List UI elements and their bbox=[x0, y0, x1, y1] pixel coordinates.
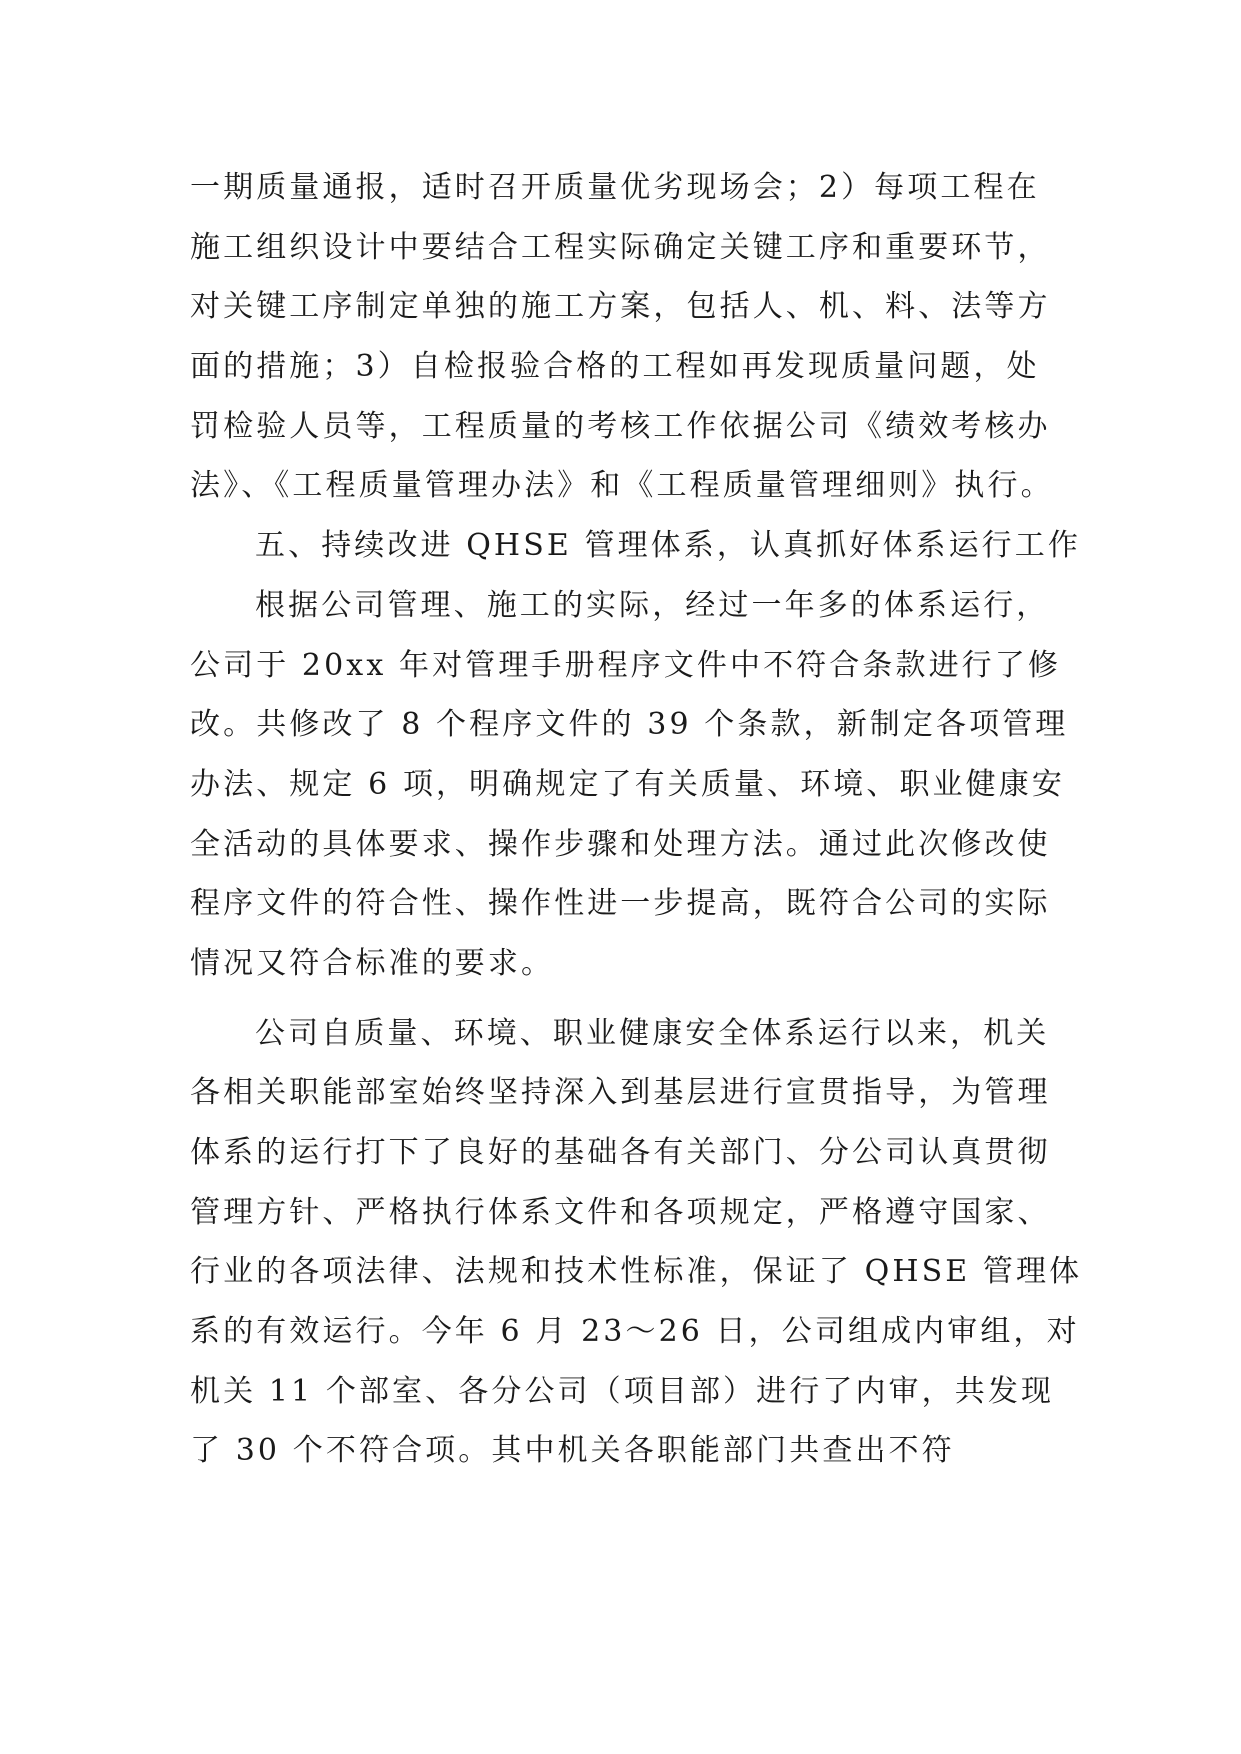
text-line: 行业的各项法律、法规和技术性标准，保证了 QHSE 管理体 bbox=[190, 1254, 1083, 1290]
text-line: 情况又符合标准的要求。 bbox=[190, 945, 555, 981]
text-line: 对关键工序制定单独的施工方案，包括人、机、料、法等方 bbox=[190, 289, 1051, 325]
text-line: 体系的运行打下了良好的基础各有关部门、分公司认真贯彻 bbox=[190, 1135, 1051, 1170]
text-line: 办法、规定 6 项，明确规定了有关质量、环境、职业健康安 bbox=[190, 766, 1065, 802]
text-line: 罚检验人员等，工程质量的考核工作依据公司《绩效考核办 bbox=[190, 408, 1051, 444]
paragraph-first-line: 公司自质量、环境、职业健康安全体系运行以来，机关 bbox=[255, 1015, 1050, 1051]
text-line: 管理方针、严格执行体系文件和各项规定，严格遵守国家、 bbox=[190, 1194, 1051, 1230]
text-line: 改。共修改了 8 个程序文件的 39 个条款，新制定各项管理 bbox=[190, 707, 1069, 743]
document-body bbox=[190, 158, 1083, 1481]
text-line: 公司于 20xx 年对管理手册程序文件中不符合条款进行了修 bbox=[190, 647, 1061, 683]
text-line: 全活动的具体要求、操作步骤和处理方法。通过此次修改使 bbox=[190, 826, 1051, 862]
text-line: 施工组织设计中要结合工程实际确定关键工序和重要环节， bbox=[190, 229, 1051, 265]
text-line: 了 30 个不符合项。其中机关各职能部门共查出不符 bbox=[190, 1433, 955, 1469]
text-line: 一期质量通报，适时召开质量优劣现场会；2）每项工程在 bbox=[190, 170, 1040, 205]
text-line: 程序文件的符合性、操作性进一步提高，既符合公司的实际 bbox=[190, 886, 1051, 922]
paragraph-first-line: 根据公司管理、施工的实际，经过一年多的体系运行， bbox=[255, 587, 1050, 623]
text-line: 系的有效运行。今年 6 月 23～26 日，公司组成内审组，对 bbox=[190, 1314, 1080, 1350]
text-line: 法》、《工程质量管理办法》和《工程质量管理细则》执行。 bbox=[190, 468, 1054, 504]
text-line: 机关 11 个部室、各分公司（项目部）进行了内审，共发现 bbox=[190, 1373, 1055, 1409]
text-line: 各相关职能部室始终坚持深入到基层进行宣贯指导，为管理 bbox=[190, 1075, 1051, 1111]
text-line: 面的措施；3）自检报验合格的工程如再发现质量问题，处 bbox=[190, 349, 1040, 385]
section-heading: 五、持续改进 QHSE 管理体系，认真抓好体系运行工作 bbox=[255, 528, 1081, 564]
